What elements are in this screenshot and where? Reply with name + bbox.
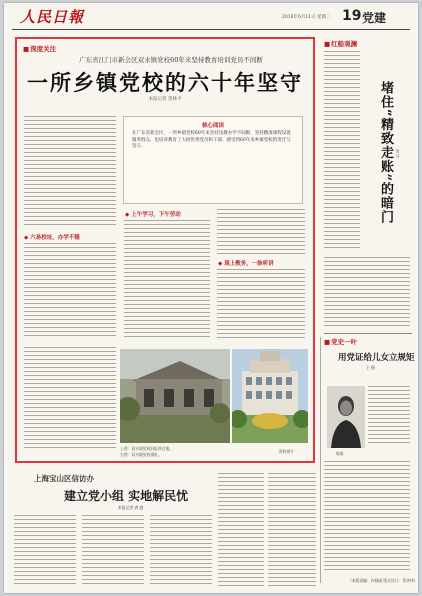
body-text-column-2 [124, 220, 210, 338]
section-name: 党建 [362, 11, 387, 25]
core-reading-box [123, 116, 303, 204]
right-lower-title[interactable]: 用党证给儿女立规矩 [338, 353, 415, 363]
right-lower-byline: 王 薇 [366, 365, 375, 370]
newspaper-page [4, 3, 418, 593]
right-text-column-a [324, 51, 360, 251]
newspaper-logo: 人民日報 [20, 8, 85, 26]
article-byline: 本报记者 贺林平 [148, 97, 182, 102]
right-lower-tag: ■ 党史一叶 [324, 337, 357, 346]
photo-caption-1: 上图：双水镇党校旧址所在地。 [120, 446, 174, 451]
photo-credit: 资料图片 [279, 449, 295, 454]
right-text-column-b [324, 257, 410, 327]
masthead-rule [12, 29, 410, 30]
bottom-text-column-5 [268, 473, 316, 587]
right-lower-text-b [324, 461, 410, 573]
portrait-caption: 陈毅 [336, 451, 344, 456]
core-reading-text: 在广东省新会区，一所乡镇党校60年来坚持送教办学不间断，坚持精准课程设置服务群众，也培养教育了大批优秀党员和干部，感受到60年来乡镇党校的变迁与坚守。 [132, 131, 291, 149]
column-divider [320, 337, 321, 583]
section-tag: ■ 深度关注 [23, 44, 56, 53]
right-divider [324, 333, 412, 334]
subhead-2: ◆ 六易校址，办学不辍 [24, 233, 80, 241]
right-article-byline: 吴 月 [396, 149, 401, 158]
new-school-photo [232, 349, 308, 443]
bottom-kicker: 上海宝山区信访办 [34, 474, 94, 483]
issue-date: 2016年6月11日 星期二 [282, 15, 331, 20]
right-lower-text-a [368, 386, 410, 446]
body-text-column-1 [24, 116, 116, 226]
bottom-text-column-3 [150, 515, 212, 587]
page-number: 19 [342, 8, 362, 24]
bottom-headline[interactable]: 建立党小组 实地解民忧 [64, 489, 189, 503]
bottom-text-column-2 [82, 515, 144, 587]
subhead-3: ◆ 现上教务，一脉听讲 [218, 259, 274, 267]
masthead [4, 3, 418, 37]
old-school-photo [120, 349, 230, 443]
body-text-column-3 [217, 209, 305, 255]
bottom-text-column-1 [14, 515, 76, 587]
bottom-text-column-4 [218, 473, 264, 587]
core-reading-title: 核心阅读 [201, 123, 224, 129]
article-headline[interactable]: 一所乡镇党校的六十年坚守 [27, 71, 303, 95]
portrait-photo [327, 386, 365, 448]
photo-caption-2: 右图：双水镇党校现址。 [120, 452, 162, 457]
featured-article[interactable] [15, 37, 315, 463]
right-article-title[interactable]: 堵住“精致走账”的暗门 [378, 81, 393, 224]
body-text-column-1c [24, 347, 116, 451]
right-section-tag: ■ 红船观澜 [324, 39, 357, 48]
body-text-column-3b [217, 269, 305, 339]
subhead-1: ◆ 上午学习，下午劳动 [125, 210, 181, 218]
body-text-column-1b [24, 243, 116, 339]
editor-note: （本版责编：许晓丽 版式设计：蔡华伟） [348, 578, 418, 583]
bottom-byline: 本报记者 裘 越 [118, 505, 144, 510]
article-kicker: 广东省江门市新会区双水镇党校60年来坚持教育培训党员不间断 [79, 56, 263, 64]
